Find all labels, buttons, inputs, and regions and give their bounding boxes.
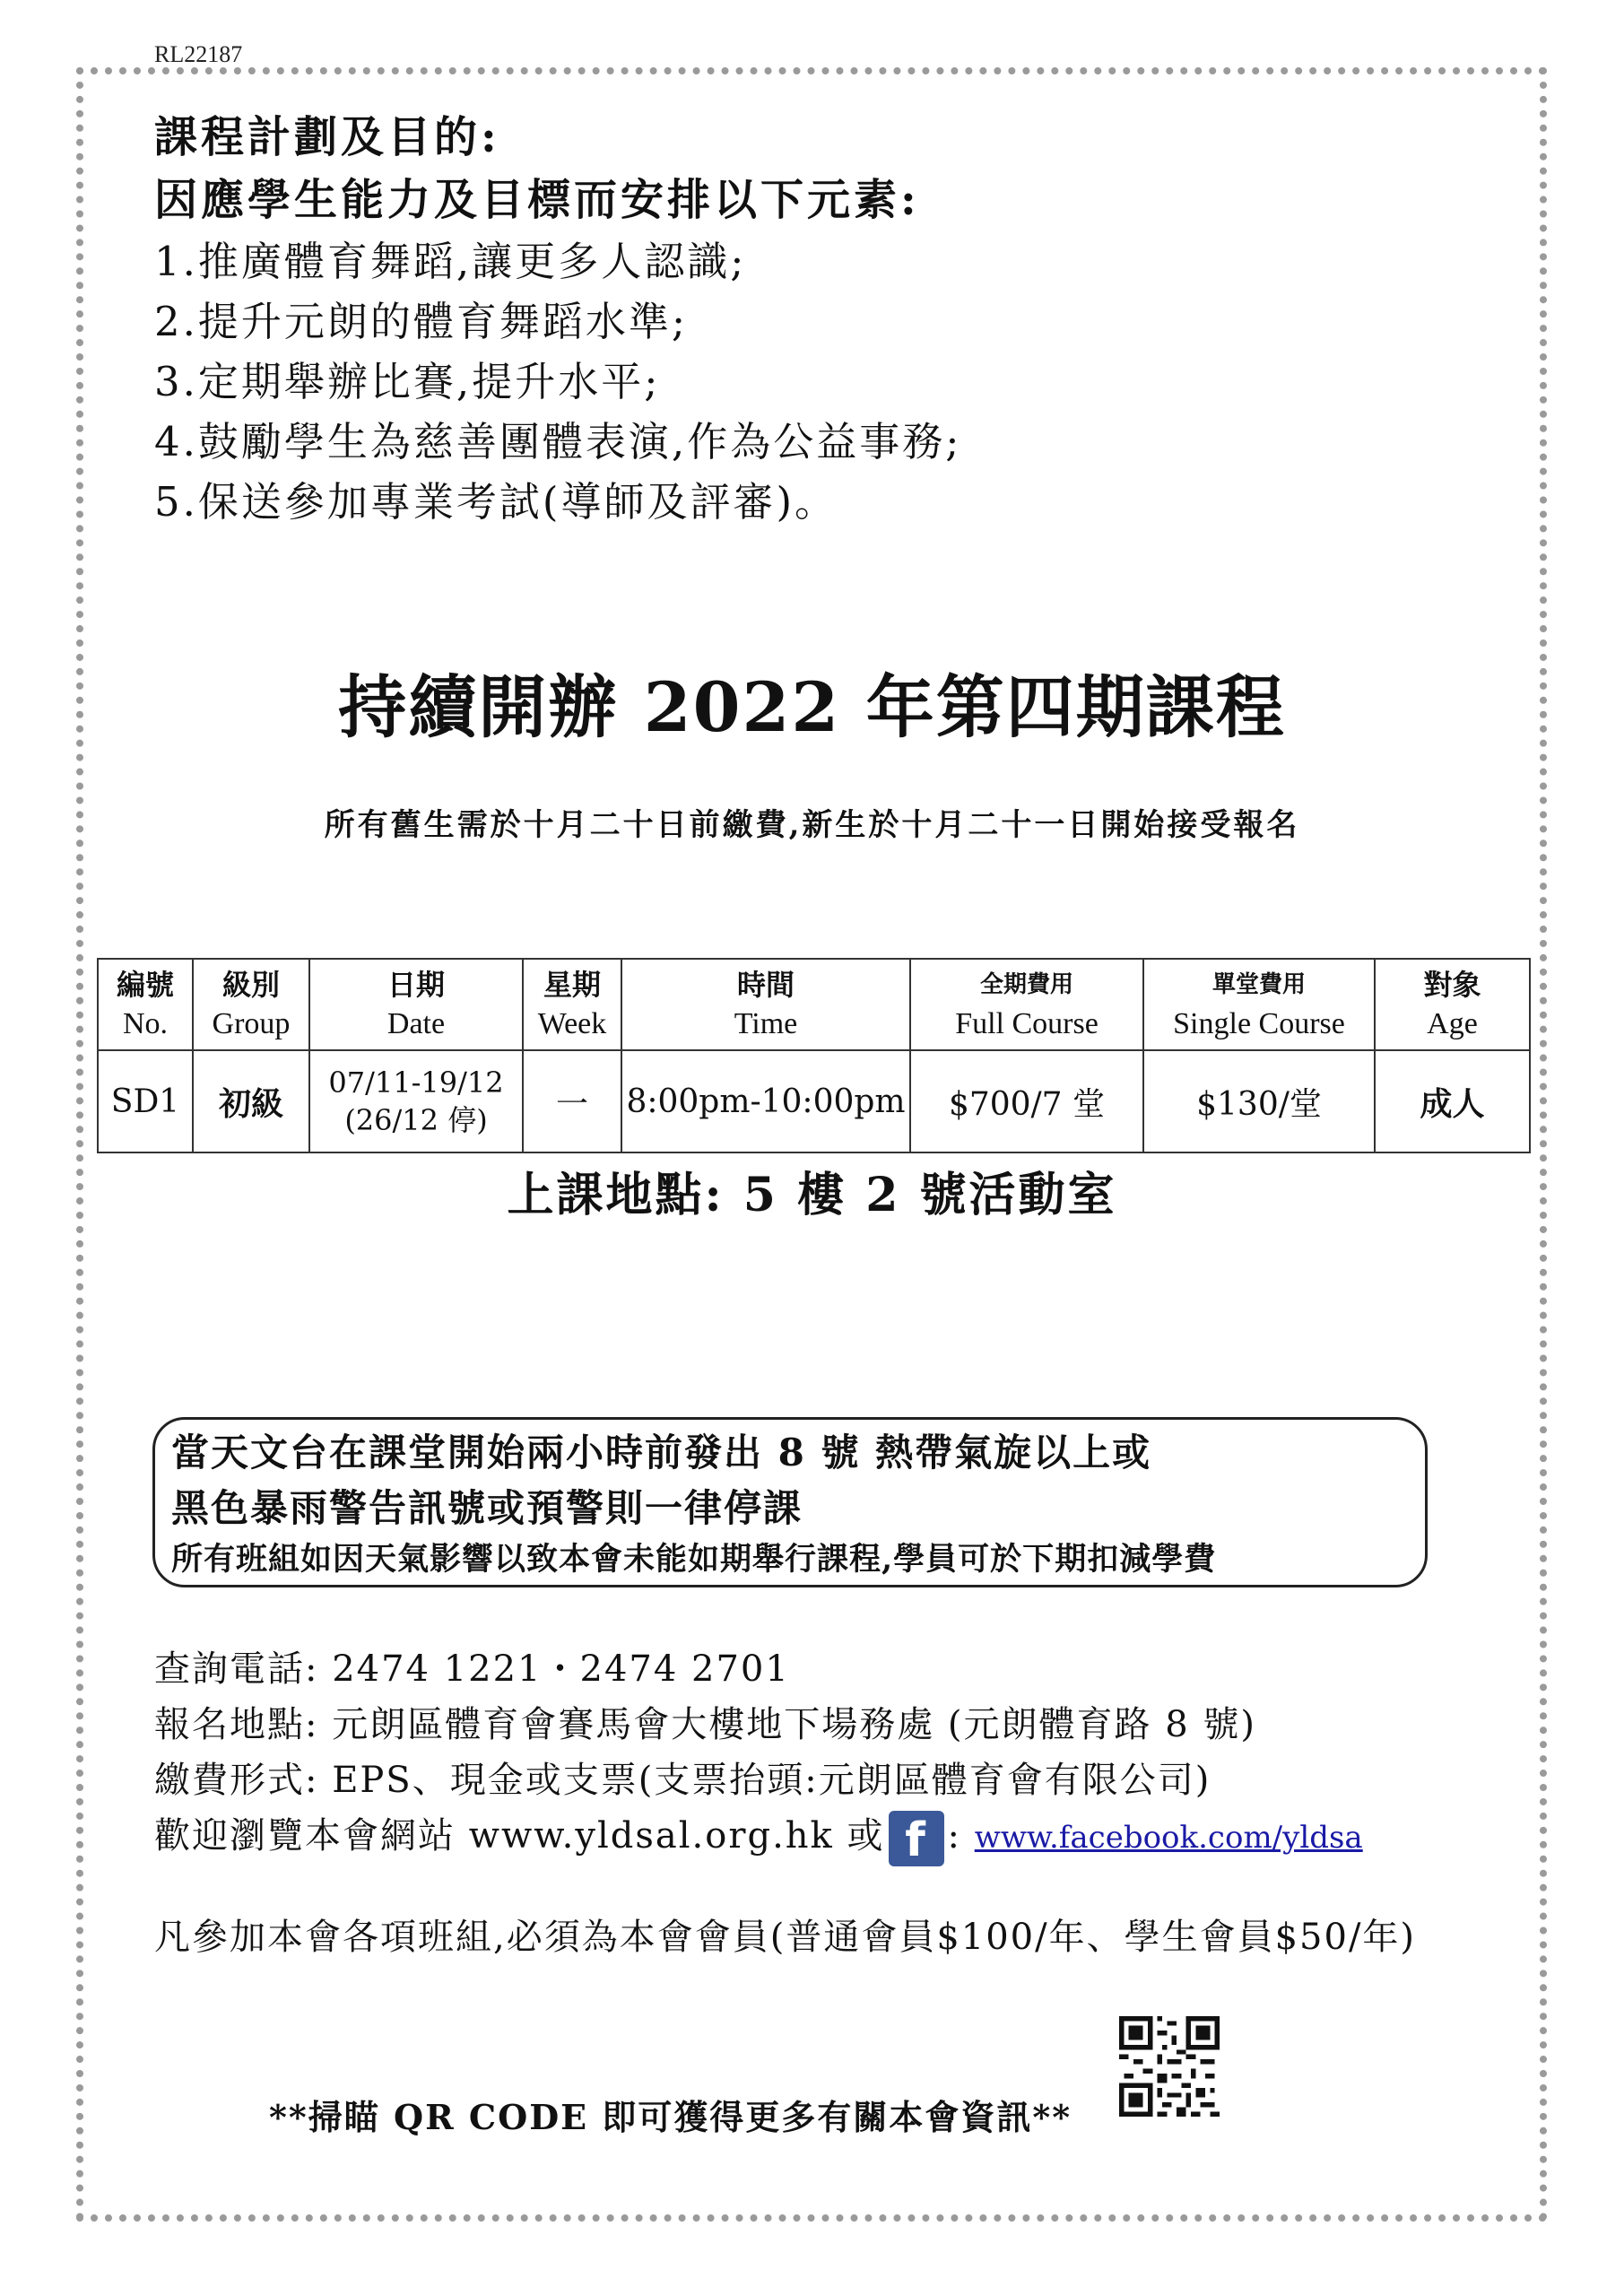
registration-location: 報名地點: 元朗區體育會賽馬會大樓地下場務處 (元朗體育路 8 號) <box>154 1704 1256 1745</box>
document-code: RL22187 <box>154 41 243 67</box>
weather-notice-box <box>152 1417 1428 1587</box>
header-no: 編號 No. <box>98 959 193 1050</box>
membership-requirement: 凡參加本會各項班組,必須為本會會員(普通會員$100/年、學生會員$50/年) <box>154 1917 1417 1958</box>
cell-age: 成人 <box>1375 1050 1530 1152</box>
class-venue: 上課地點: 5 樓 2 號活動室 <box>507 1168 1117 1222</box>
objectives-title: 課程計劃及目的: <box>154 112 500 162</box>
objective-item-2: 2.提升元朗的體育舞蹈水準; <box>154 298 689 345</box>
cell-no: SD1 <box>98 1050 193 1152</box>
qr-code-caption: **掃瞄 QR CODE 即可獲得更多有關本會資訊** <box>269 2097 1073 2137</box>
cell-single-fee: $130/堂 <box>1143 1050 1375 1152</box>
enquiry-phone: 查詢電話: 2474 1221・2474 2701 <box>154 1648 790 1690</box>
cell-date: 07/11-19/12 (26/12 停) <box>309 1050 523 1152</box>
header-week: 星期 Week <box>523 959 621 1050</box>
objectives-intro: 因應學生能力及目標而安排以下元素: <box>154 175 920 225</box>
qr-code-icon <box>1119 2016 1220 2117</box>
cell-time: 8:00pm-10:00pm <box>621 1050 910 1152</box>
registration-notice: 所有舊生需於十月二十日前繳費,新生於十月二十一日開始接受報名 <box>324 807 1300 843</box>
facebook-link[interactable]: www.facebook.com/yldsa <box>974 1820 1363 1856</box>
course-headline: 持續開辦 2022 年第四期課程 <box>338 667 1286 747</box>
objective-item-4: 4.鼓勵學生為慈善團體表演,作為公益事務; <box>154 418 962 465</box>
header-date: 日期 Date <box>309 959 523 1050</box>
website-text: 歡迎瀏覽本會網站 www.yldsal.org.hk 或 <box>154 1815 885 1857</box>
header-full-course: 全期費用 Full Course <box>910 959 1143 1050</box>
facebook-colon: : <box>947 1815 961 1857</box>
table-row <box>98 1050 1530 1152</box>
weather-notice-line-2: 黑色暴雨警告訊號或預警則一律停課 <box>171 1486 803 1530</box>
course-schedule-table <box>97 958 1531 1153</box>
header-group: 級別 Group <box>193 959 309 1050</box>
objective-item-3: 3.定期舉辦比賽,提升水平; <box>154 358 661 405</box>
header-age: 對象 Age <box>1375 959 1530 1050</box>
cell-week: 一 <box>523 1050 621 1152</box>
cell-group: 初級 <box>193 1050 309 1152</box>
website-line <box>154 1808 1499 1866</box>
course-objectives <box>154 106 1455 532</box>
weather-notice-line-1: 當天文台在課堂開始兩小時前發出 8 號 熱帶氣旋以上或 <box>171 1431 1152 1474</box>
table-header-row <box>98 959 1530 1050</box>
weather-notice-line-3: 所有班組如因天氣影響以致本會未能如期舉行課程,學員可於下期扣減學費 <box>171 1541 1217 1578</box>
header-single-course: 單堂費用 Single Course <box>1143 959 1375 1050</box>
contact-info <box>154 1641 1499 1866</box>
cell-full-fee: $700/7 堂 <box>910 1050 1143 1152</box>
objective-item-1: 1.推廣體育舞蹈,讓更多人認識; <box>154 238 747 285</box>
facebook-icon[interactable]: f <box>889 1811 944 1866</box>
payment-methods: 繳費形式: EPS、現金或支票(支票抬頭:元朗區體育會有限公司) <box>154 1760 1211 1801</box>
objective-item-5: 5.保送參加專業考試(導師及評審)。 <box>154 478 838 526</box>
header-time: 時間 Time <box>621 959 910 1050</box>
